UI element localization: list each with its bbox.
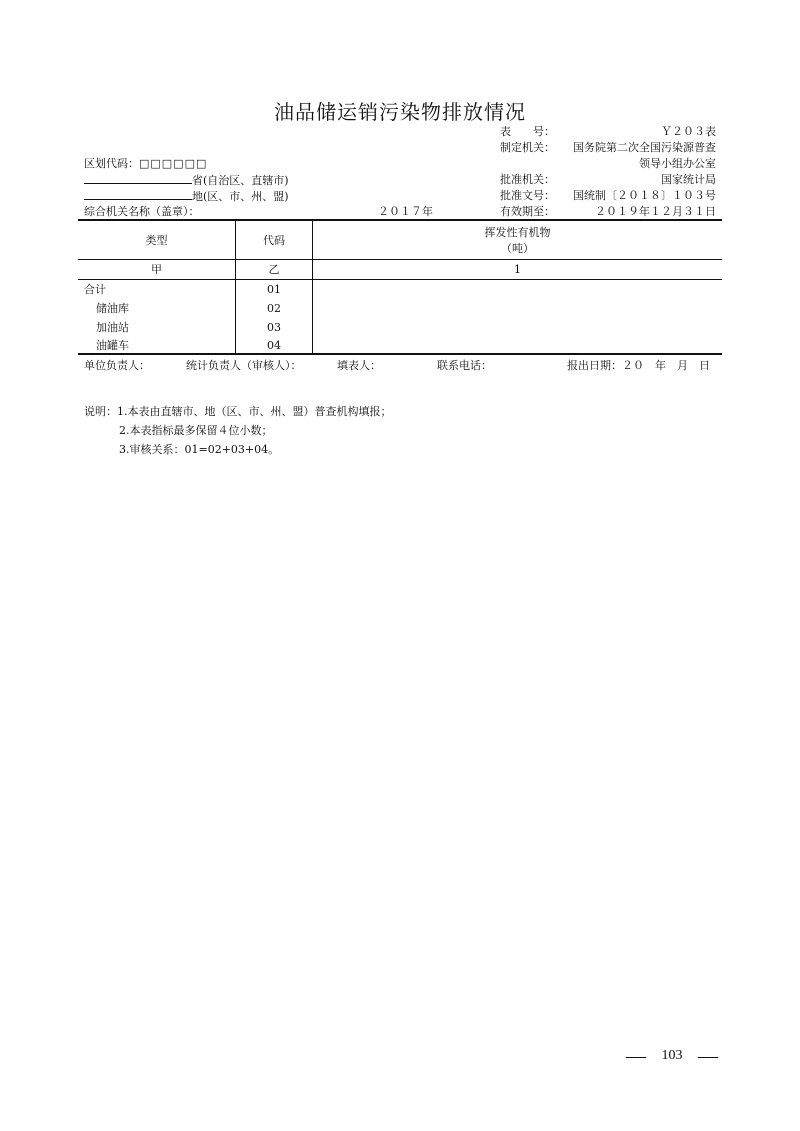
- prefecture-blank: [84, 188, 192, 200]
- index-voc: 1: [514, 263, 521, 276]
- note-1: [84, 404, 392, 420]
- table-row-total-label: 合计: [84, 283, 106, 296]
- header-voc: 挥发性有机物: [484, 226, 551, 239]
- valid-label: 有效期至：: [500, 205, 555, 218]
- table-row-tanker-code: 04: [267, 339, 281, 352]
- phone-label: 联系电话：: [437, 359, 492, 372]
- region-code-boxes: □□□□□□: [139, 157, 208, 170]
- issuer-label: 制定机关：: [500, 141, 555, 154]
- valid-value: ２０１９年１２月３１日: [595, 205, 716, 218]
- region-code: [84, 156, 207, 172]
- table-no-label: 表 号：: [500, 125, 555, 138]
- header-divider: [78, 259, 722, 260]
- region-code-label: 区划代码：: [84, 157, 139, 170]
- table-row-depot-code: 02: [267, 302, 281, 315]
- issuer-value-2: 领导小组办公室: [639, 157, 716, 170]
- province-suffix: 省(自治区、直辖市): [192, 174, 289, 187]
- page-number: 103: [661, 1048, 683, 1063]
- index-type: 甲: [151, 263, 162, 276]
- header-code: 代码: [263, 234, 285, 247]
- org-label: 综合机关名称（盖章）：: [84, 205, 200, 218]
- report-date: 报出日期：２０ 年 月 日: [567, 359, 710, 372]
- approval-no-label: 批准文号：: [500, 189, 555, 202]
- province-blank: [84, 172, 192, 184]
- unit-head-label: 单位负责人：: [84, 359, 150, 372]
- issuer-value-1: 国务院第二次全国污染源普查: [573, 141, 716, 154]
- note-1-text: 1.本表由直辖市、地（区、市、州、盟）普查机构填报；: [117, 405, 392, 418]
- header-type: 类型: [145, 234, 168, 247]
- page-title: 油品储运销污染物排放情况: [274, 100, 526, 124]
- prefecture-line: [84, 188, 289, 205]
- page-number-dash-right: [698, 1057, 718, 1058]
- table-row-station-code: 03: [267, 321, 281, 334]
- page-number-dash-left: [626, 1057, 646, 1058]
- notes-label: 说明：: [84, 405, 117, 418]
- table-row-depot-label: 储油库: [96, 302, 129, 315]
- stat-head-label: 统计负责人（审核人）：: [186, 359, 302, 372]
- index-code: 乙: [268, 263, 280, 276]
- approver-value: 国家统计局: [661, 173, 716, 186]
- table-row-total-code: 01: [267, 283, 281, 296]
- approval-no-value: 国统制〔２０１８〕１０３号: [573, 189, 716, 202]
- approver-label: 批准机关：: [500, 173, 555, 186]
- table-bottom-border: [78, 353, 722, 355]
- note-3: 3.审核关系：01=02+03+04。: [119, 443, 280, 456]
- table-no-value: Ｙ２０３表: [661, 125, 716, 138]
- header-voc-unit: （吨）: [501, 242, 534, 255]
- report-year: ２０１７年: [378, 205, 433, 218]
- note-2: 2.本表指标最多保留４位小数；: [119, 424, 273, 437]
- filler-label: 填表人：: [337, 359, 381, 372]
- index-row-divider: [78, 279, 722, 280]
- table-row-tanker-label: 油罐车: [96, 339, 129, 352]
- prefecture-suffix: 地(区、市、州、盟): [192, 190, 289, 203]
- table-row-station-label: 加油站: [96, 321, 129, 334]
- province-line: [84, 172, 289, 189]
- table-top-border: [78, 219, 722, 221]
